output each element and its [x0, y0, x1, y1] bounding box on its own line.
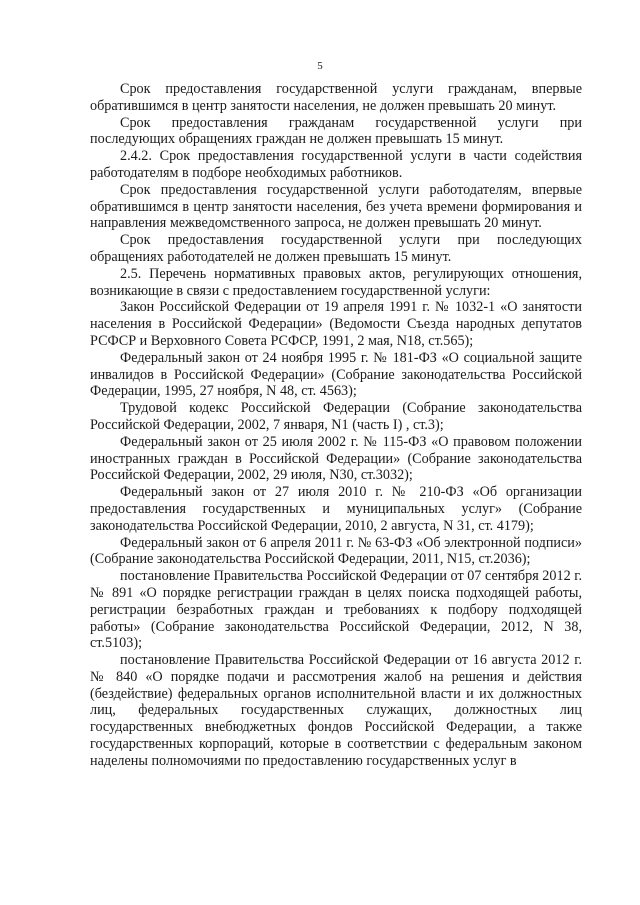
page-number: 5	[317, 60, 323, 72]
paragraph-law-e-signature: Федеральный закон от 6 апреля 2011 г. № 63-ФЗ «Об электронной подписи» (Собрание законодательства Российской Федерации, 2011, N15, ст.2036);	[90, 534, 582, 568]
paragraph-term-first-employers: Срок предоставления государственной услуги работодателям, впервые обратившимся в центр занятости населения, без учета времени формирования и направления межведомственного запроса, не должен превышать 20 минут.	[90, 181, 582, 232]
paragraph-law-disabled: Федеральный закон от 24 ноября 1995 г. № 181-ФЗ «О социальной защите инвалидов в Российской Федерации» (Собрание законодательства Российской Федерации, 1995, 27 ноября, N 48, ст. 4563);	[90, 349, 582, 400]
paragraph-section-2-4-2: 2.4.2. Срок предоставления государственной услуги в части содействия работодателям в подборе необходимых работников.	[90, 148, 582, 181]
paragraph-labor-code: Трудовой кодекс Российской Федерации (Собрание законодательства Российской Федерации, 2002, 7 января, N1 (часть I) , ст.3);	[90, 400, 582, 433]
paragraph-term-repeat-employers: Срок предоставления государственной услуги при последующих обращениях работодателей не должен превышать 15 минут.	[90, 232, 582, 265]
paragraph-term-first-citizens: Срок предоставления государственной услуги гражданам, впервые обратившимся в центр занятости населения, не должен превышать 20 минут.	[90, 81, 582, 114]
paragraph-resolution-840: постановление Правительства Российской Федерации от 16 августа 2012 г. № 840 «О порядке подачи и рассмотрения жалоб на решения и действия (бездействие) федеральных органов исполнительной власти и их должностных лиц, федеральных государственных служащих, должностных лиц государственных внебюджетных фондов Российской Федерации, а также государственных корпораций, которые в соответствии с федеральным законом наделены полномочиями по предоставлению государственных услуг в	[90, 652, 582, 769]
paragraph-law-employment: Закон Российской Федерации от 19 апреля 1991 г. № 1032-1 «О занятости населения в Российской Федерации» (Ведомости Съезда народных депутатов РСФСР и Верховного Совета РСФСР, 1991, 2 мая, N18, ст.565);	[90, 299, 582, 349]
paragraph-law-foreigners: Федеральный закон от 25 июля 2002 г. № 115-ФЗ «О правовом положении иностранных граждан в Российской Федерации» (Собрание законодательства Российской Федерации, 2002, 29 июля, N30, ст.3032);	[90, 433, 582, 484]
paragraph-resolution-891: постановление Правительства Российской Федерации от 07 сентября 2012 г. № 891 «О порядке регистрации граждан в целях поиска подходящей работы, регистрации безработных граждан и требованиях к подбору подходящей работы» (Собрание законодательства Российской Федерации, 2012, N 38, ст.5103);	[90, 568, 582, 652]
paragraph-section-2-5: 2.5. Перечень нормативных правовых актов, регулирующих отношения, возникающие в связи с предоставлением государственной услуги:	[90, 265, 582, 299]
paragraph-term-repeat-citizens: Срок предоставления гражданам государственной услуги при последующих обращениях граждан не должен превышать 15 минут.	[90, 114, 582, 148]
paragraph-law-public-services: Федеральный закон от 27 июля 2010 г. № 210-ФЗ «Об организации предоставления государственных и муниципальных услуг» (Собрание законодательства Российской Федерации, 2010, 2 августа, N 31, ст. 4179);	[90, 484, 582, 534]
document-body	[90, 81, 582, 770]
